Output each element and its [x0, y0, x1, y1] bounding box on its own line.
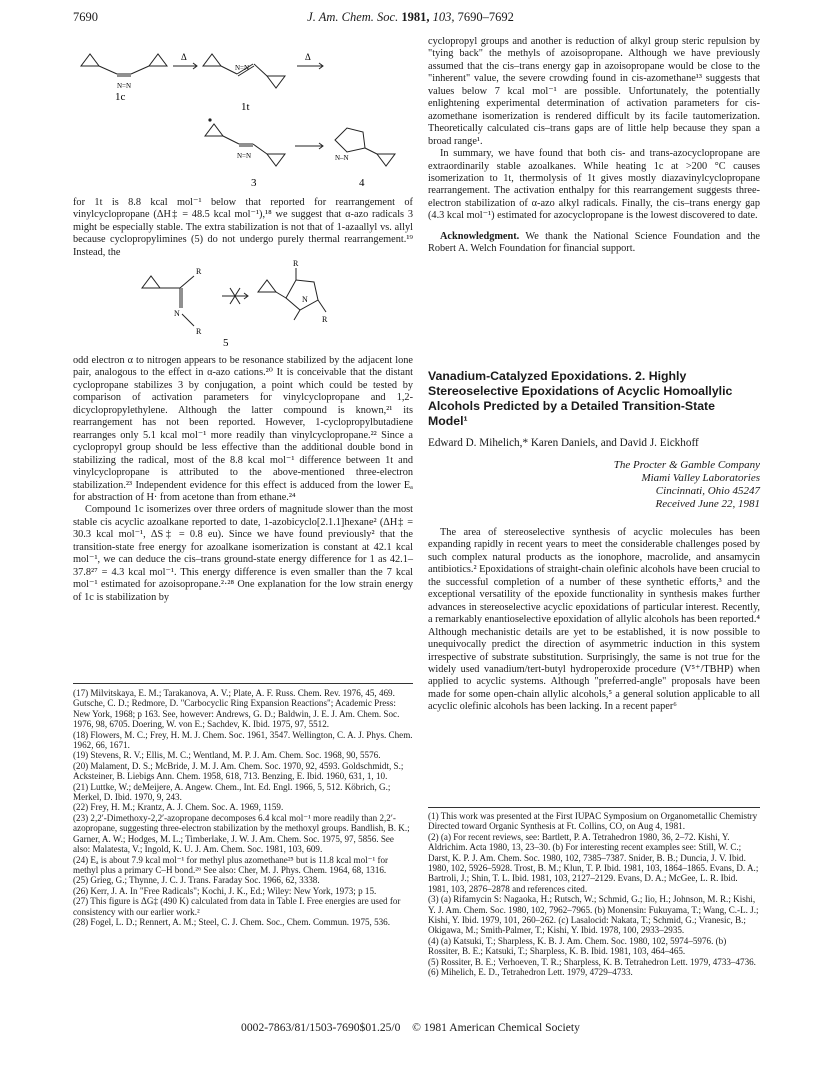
cyclopropane-ring [203, 54, 221, 66]
paragraph: for 1t is 8.8 kcal mol⁻¹ below that reported for rearrangement of vinylcyclopropane (ΔH‡ = 48.5 kcal mol⁻¹),¹⁸ we suggest that α-azo radicals 3 might be especially stable. The extra stabilization is not that of 1-azaallyl vs. allyl because cyclopropylimines (5) do not undergo purely thermal rearrangement.¹⁹ Instead, the [73, 197, 413, 258]
reference-item: (27) This figure is ΔG‡ (490 K) calculated from data in Table I. Free energies are used for consistency with our earlier work.² [73, 896, 401, 917]
journal-volume: 103, [432, 10, 455, 24]
substituent-label: R [322, 315, 328, 324]
divider [428, 807, 760, 808]
substituent-label: R [196, 327, 202, 336]
acknowledgment-text: We thank the National Science Foundation and the Robert A. Welch Foundation for financial support. [428, 230, 760, 255]
label-1c: 1c [115, 91, 126, 103]
cyclopropane-ring [377, 154, 395, 166]
reference-item: (18) Flowers, M. C.; Frey, H. M. J. Chem. Soc. 1961, 3547. Wellington, C. A. J. Phys. Chem. 1962, 66, 1671. [73, 729, 413, 751]
footer-code: 0002-7863/81/1503-7690$01.25/0 [241, 1021, 401, 1034]
reference-item: (1) This work was presented at the First IUPAC Symposium on Organometallic Chemistry Directed toward Organic Synthesis at Ft. Collins, CO, on Aug 4, 1981. [428, 811, 758, 832]
reference-item: (23) 2,2′-Dimethoxy-2,2′-azopropane decomposes 6.4 kcal mol⁻¹ more readily than 2,2′-azopropane, suggesting three-electron stabilization by the methoxyl groups. Bandlish, B. K.; Garner, A. W.; Hodges, M. L.; Timberlake, J. W. J. Am. Chem. Soc. 1975, 97, 5856. See also: Malatesta, V.; Ingold, K. U. J. Am. Chem. Soc. 1981, 103, 609. [73, 812, 410, 855]
delta-label: Δ [305, 52, 311, 62]
cyclopropane-ring [267, 76, 285, 88]
cyclopropane-ring [149, 54, 167, 66]
paragraph: odd electron α to nitrogen appears to be resonance stabilized by the adjacent lone pair, analogous to the effect in α-azo cations.²⁰ It is conceivable that the distant cyclopropane stabilizes 3 by conjugation, a point which could be tested by comparison of activation parameters for vinylcyclopropane and 1,2-dicyclopropylethylene. Although the latter compound is known,²¹ its rearrangement has not been reported. However, 1-cyclopropylbutadiene rearranges only 5.1 kcal mol⁻¹ more readily than vinylcyclopropane.²² Since a cyclopropyl group should be less effective than the additional double bond in stabilizing the radical, most of the 8.8 kcal mol⁻¹ difference between 1t and vinylcyclopropane is attributed to the above-mentioned three-electron stabilization.²³ Independent evidence for this effect is adduced from the lower Eₐ for abstraction of H· from acetone than from ethane.²⁴ [73, 355, 413, 503]
delta-label: Δ [181, 52, 187, 62]
reference-item: (20) Malament, D. S.; McBride, J. M. J. Am. Chem. Soc. 1970, 92, 4593. Goldschmidt, S.; Acksteiner, B. Liebigs Ann. Chem. 1958, 618, 713. Benzing, E. Ibid. 1960, 631, 1, 10. [73, 760, 404, 782]
affiliation [614, 459, 760, 511]
reference-item: (21) Luttke, W.; deMeijere, A. Angew. Chem., Int. Ed. Engl. 1966, 5, 512. Köbrich, G.; Merkel, D. Ibid. 1970, 9, 243. [73, 781, 391, 803]
right-references [428, 811, 760, 978]
article-authors: Edward D. Mihelich,* Karen Daniels, and David J. Eickhoff [428, 437, 699, 449]
page-number: 7690 [73, 10, 98, 24]
left-column-para-2 [73, 355, 413, 604]
acknowledgment-label: Acknowledgment. [440, 230, 520, 242]
reference-item: (24) Eₐ is about 7.9 kcal mol⁻¹ for methyl plus azomethane²⁵ but is 11.8 kcal mol⁻¹ for methyl plus a primary C–H bond.²⁶ See also: Cher, M. J. Phys. Chem. 1964, 68, 1316. [73, 854, 389, 875]
journal-pages: 7690–7692 [457, 10, 514, 24]
azo-label: N=N [117, 82, 132, 90]
reference-item: (3) (a) Rifamycin S: Nagaoka, H.; Rutsch, W.; Schmid, G.; Iio, H.; Johnson, M. R.; Kishi, Y. J. Am. Chem. Soc. 1980, 102, 7962–7965. (b) Monensin: Fukuyama, T.; Wang, C.-L. J.; Kishi, Y. Ibid. 1979, 101, 260–262. (c) Lasalocid: Nakata, T.; Schmid, G.; Vranesic, B.; Okigawa, M.; Smith-Palmer, T.; Kishi, Y. Ibid. 1978, 100, 2933–2935. [428, 894, 759, 936]
journal-year: 1981, [401, 10, 430, 24]
reference-item: (26) Kerr, J. A. In "Free Radicals"; Kochi, J. K., Ed.; Wiley: New York, 1973; p 15. [73, 885, 377, 896]
affiliation-line: Miami Valley Laboratories [641, 472, 760, 484]
label-5: 5 [223, 337, 229, 349]
journal-header [0, 10, 821, 25]
paragraph: The area of stereoselective synthesis of acyclic molecules has been expanding rapidly in recent years to meet the considerable challenges posed by such complex natural products as the ionophore, macrolide, and ansamycin antibiotics.² Epoxidations of straight-chain olefinic alcohols have been crucial to the successful completion of a number of these synthetic efforts,³ and the exceptional versatility of the epoxide functionality in synthesis makes further advances in stereoselective acyclic epoxidations of particular interest. Recently, a remarkably enantioselective epoxidation of allylic alcohols has been reported.⁴ Although mechanistic details are yet to be established, it is now possible to unequivocally predict the direction of asymmetric induction in this system irrespective of substrate substitution. Surprisingly, the same is not true for the widely used vanadium/tert-butyl hydroperoxide procedure (V⁵⁺/TBHP) when applied to acyclic systems. Although "preferred-angle" proposals have been made for some open-chain allylic alcohols,⁵ a general solution applicable to all acyclic olefinic alcohols has been lacking. In a recent paper⁶ [428, 527, 760, 713]
reference-item: (4) (a) Katsuki, T.; Sharpless, K. B. J. Am. Chem. Soc. 1980, 102, 5974–5976. (b) Rossiter, B. E.; Katsuki, T.; Sharpless, K. B. Ibid. 1981, 103, 464–465. [428, 935, 727, 957]
cyclopropane-ring [205, 124, 223, 136]
reference-item: (25) Grieg, G.; Thynne, J. C. J. Trans. Faraday Soc. 1966, 62, 3338. [73, 875, 320, 886]
nitrogen-label: N [302, 295, 308, 304]
label-1t: 1t [241, 101, 250, 113]
cyclopropane-ring [81, 54, 99, 66]
paragraph: cyclopropyl groups and another is reduction of alkyl group steric repulsion by "tying back" the methyls of azoisopropane. Although we have previously assumed that the cis–trans energy gap in azoisopropane would be close to the "inherent" value, the severe crowding found in cis-azomethane¹³ suggests that values below 7 kcal mol⁻¹ are possible. Unfortunately, the potentially enlightening experimental determination of activation parameters for cis-azomethane isomerization is rendered difficult by its facile tautomerization. Theoretically calculated cis–trans gaps are of little help because they span a broad range¹. [428, 36, 760, 147]
left-column-para-1 [73, 197, 413, 259]
left-references [73, 688, 413, 927]
acknowledgment [428, 231, 760, 256]
paragraph: Compound 1c isomerizes over three orders of magnitude slower than the most stable cis acyclic azoalkane reported to date, 1-azobicyclo[2.1.1]hexane² (ΔH‡ = 30.3 kcal mol⁻¹, ΔS‡ = 0.8 eu). Since we have found previously² that the transition-state free energy for azoalkane isomerization is constant at 42.1 kcal mol⁻¹, we can deduce the cis–trans ground-state energy difference for 1 as 42.1–37.8²⁷ = 4.3 kcal mol⁻¹. This energy difference is even smaller than the 7 kcal mol⁻¹ estimated for azoisopropane.²·²⁸ One explanation for the low strain energy of 1c is stabilization by [73, 504, 413, 603]
reference-item: (2) (a) For recent reviews, see: Bartlett, P. A. Tetrahedron 1980, 36, 2–72. Kishi, Y. Aldrichim. Acta 1980, 13, 23–30. (b) For interesting recent examples see: Still, W. C.; Darst, K. P. J. Am. Chem. Soc. 1980, 102, 7385–7387. Snider, B. B.; Duncia, J. V. Ibid. 1980, 102, 5926–5928. Trost, B. M.; Klun, T. P. Ibid. 1981, 103, 1864–1865. Evans, D. A.; Bartroli, J.; Shin, T. L. Ibid. 1981, 103, 2127–2129. Evans, D. A.; McGee, L. R. Ibid. 1981, 103, 2876–2878 and references cited. [428, 831, 759, 894]
pyrazoline-ring [335, 128, 365, 152]
label-4: 4 [359, 177, 365, 189]
cyclopropane-ring [267, 154, 285, 166]
reference-item: (17) Milvitskaya, E. M.; Tarakanova, A. V.; Plate, A. F. Russ. Chem. Rev. 1976, 45, 469. Gutsche, C. D.; Redmore, D. "Carbocyclic Ring Expansion Reactions"; Academic Press: New York, 1968; p 163. See, however: Andrews, G. D.; Baldwin, J. E. J. Am. Chem. Soc. 1976, 98, 6705. Doering, W. von E.; Sachdev, K. Ibid. 1975, 97, 5512. [73, 688, 400, 730]
substituent-label: R [293, 259, 299, 268]
scheme-cyclopropylimine [136, 252, 356, 357]
azo-label: N=N [237, 152, 252, 160]
azo-label: N=N [235, 64, 250, 72]
page-footer [0, 1021, 821, 1034]
journal-name: J. Am. Chem. Soc. [307, 10, 399, 24]
received-date: Received June 22, 1981 [655, 498, 760, 510]
ring-n-label: N–N [335, 154, 349, 162]
substituent-label: R [196, 267, 202, 276]
article-title: Vanadium-Catalyzed Epoxidations. 2. Highly Stereoselective Epoxidations of Acyclic Homoallylic Alcohols Predicted by a Detailed Transition-State Model¹ [428, 369, 733, 428]
paragraph: In summary, we have found that both cis- and trans-azocyclopropane are extraordinarily stable azoalkanes. While heating 1c at >200 °C causes isomerization to 1t, thermolysis of 1t gives mostly diazavinylcyclopropane rearrangement. The activation enthalpy for this rearrangement suggests three-electron stabilization of α-azo alkyl radicals. Finally, the cis–trans energy gap (4.3 kcal mol⁻¹) estimated for azocyclopropane is the lowest discovered to date. [428, 148, 760, 222]
divider [73, 683, 413, 684]
reference-item: (28) Fogel, L. D.; Rennert, A. M.; Steel, C. J. Chem. Soc., Chem. Commun. 1975, 536. [73, 916, 391, 927]
label-3: 3 [251, 177, 257, 189]
affiliation-line: Cincinnati, Ohio 45247 [655, 485, 760, 497]
nitrogen-label: N [174, 309, 180, 318]
footer-copyright: © 1981 American Chemical Society [412, 1021, 580, 1034]
reference-item: (6) Mihelich, E. D., Tetrahedron Lett. 1979, 4729–4733. [428, 967, 633, 978]
article-body [428, 527, 760, 714]
reference-item: (19) Stevens, R. V.; Ellis, M. C.; Wentland, M. P. J. Am. Chem. Soc. 1968, 90, 5576. [73, 750, 381, 761]
affiliation-line: The Procter & Gamble Company [613, 459, 760, 471]
scheme-azocyclopropane [73, 36, 413, 201]
reference-item: (5) Rossiter, B. E.; Verhoeven, T. R.; Sharpless, K. B. Tetrahedron Lett. 1979, 4733–4736. [428, 956, 756, 967]
right-column-text [428, 36, 760, 256]
reference-item: (22) Frey, H. M.; Krantz, A. J. Chem. Soc. A. 1969, 1159. [73, 802, 284, 813]
